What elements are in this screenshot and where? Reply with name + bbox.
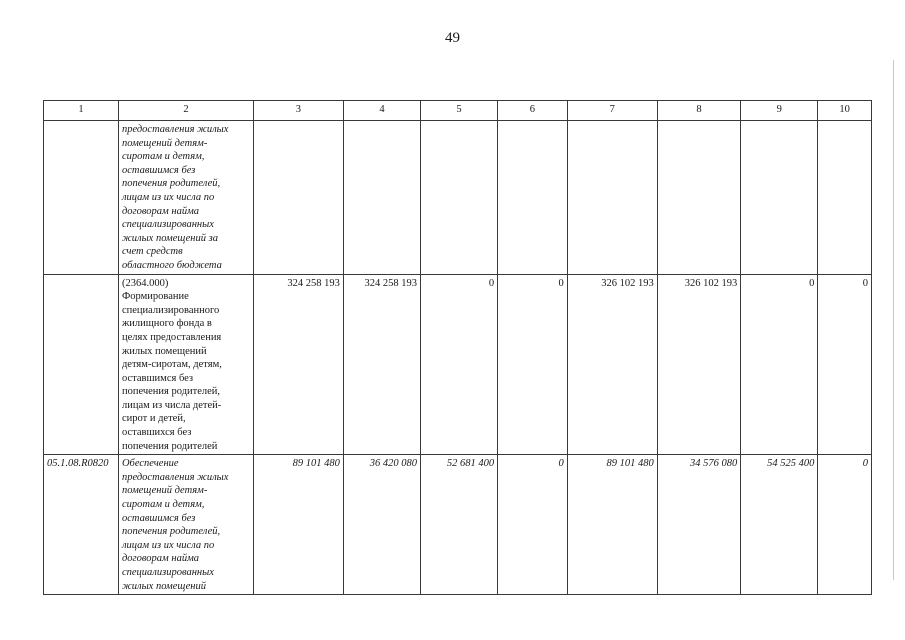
row-description [118,455,253,595]
description-line: оставшихся без [121,427,192,439]
column-header: 2 [118,101,253,121]
column-header: 9 [741,101,818,121]
budget-table [43,100,872,595]
value-cell: 324 258 193 [343,274,420,455]
description-line: договорам найма [121,205,200,217]
description-line: специализированных [121,567,214,578]
description-line: Формирование [121,291,189,303]
header-row [44,101,872,121]
value-cell: 0 [498,455,568,595]
description-line: лицам из их числа по [121,539,215,551]
description-line: попечения родителей, [121,178,221,190]
value-cell: 0 [818,455,872,595]
column-header: 7 [567,101,657,121]
value-cell [421,121,498,275]
column-header: 5 [421,101,498,121]
row-description [118,121,253,275]
description-line: договорам найма [121,553,200,565]
description-line: попечения родителей, [121,386,221,398]
column-header: 1 [44,101,119,121]
description-line: жилищного фонда в [121,318,212,330]
table-row [44,274,872,455]
value-cell: 326 102 193 [567,274,657,455]
description-line: специализированных [121,219,214,231]
description-line: Обеспечение [121,458,179,470]
description-line: областного бюджета [121,259,222,271]
value-cell [567,121,657,275]
value-cell: 36 420 080 [343,455,420,595]
description-line: попечения родителей [121,440,218,452]
value-cell: 52 681 400 [421,455,498,595]
column-header: 4 [343,101,420,121]
description-line: оставшимся без [121,512,196,524]
value-cell: 0 [498,274,568,455]
description-line: жилых помещений [121,580,206,592]
description-line: (2364.000) [121,277,169,289]
value-cell: 0 [741,274,818,455]
description-line: специализированного [121,304,220,316]
column-header: 10 [818,101,872,121]
row-code [44,121,119,275]
table-row [44,121,872,275]
description-line: оставшимся без [121,372,194,384]
description-line: сиротам и детям, [121,499,205,511]
description-line: оставшимся без [121,164,196,176]
description-line: жилых помещений [121,345,207,357]
description-line: сиротам и детям, [121,151,205,163]
description-line: целях предоставления [121,331,222,343]
value-cell [343,121,420,275]
value-cell: 89 101 480 [253,455,343,595]
description-line: жилых помещений за [121,232,218,244]
scan-edge-mark [893,60,894,580]
description-line: помещений детям- [121,485,208,497]
description-line: предоставления жилых [121,124,229,135]
column-header: 6 [498,101,568,121]
description-line: сирот и детей, [121,413,186,425]
column-header: 3 [253,101,343,121]
page-number: 49 [445,30,460,46]
value-cell [818,121,872,275]
table-row [44,455,872,595]
column-header: 8 [657,101,741,121]
value-cell: 326 102 193 [657,274,741,455]
description-line: предоставления жилых [121,471,229,483]
value-cell: 0 [421,274,498,455]
value-cell [498,121,568,275]
description-line: счет средств [121,246,183,258]
row-code [44,274,119,455]
value-cell: 54 525 400 [741,455,818,595]
row-description [118,274,253,455]
row-code: 05.1.08.R0820 [44,455,119,595]
value-cell [253,121,343,275]
description-line: лицам из их числа по [121,191,215,203]
description-line: помещений детям- [121,137,208,149]
value-cell: 34 576 080 [657,455,741,595]
description-line: лицам из числа детей- [121,399,222,411]
value-cell: 0 [818,274,872,455]
value-cell: 324 258 193 [253,274,343,455]
value-cell [741,121,818,275]
description-line: попечения родителей, [121,526,221,538]
value-cell [657,121,741,275]
value-cell: 89 101 480 [567,455,657,595]
description-line: детям-сиротам, детям, [121,359,222,371]
